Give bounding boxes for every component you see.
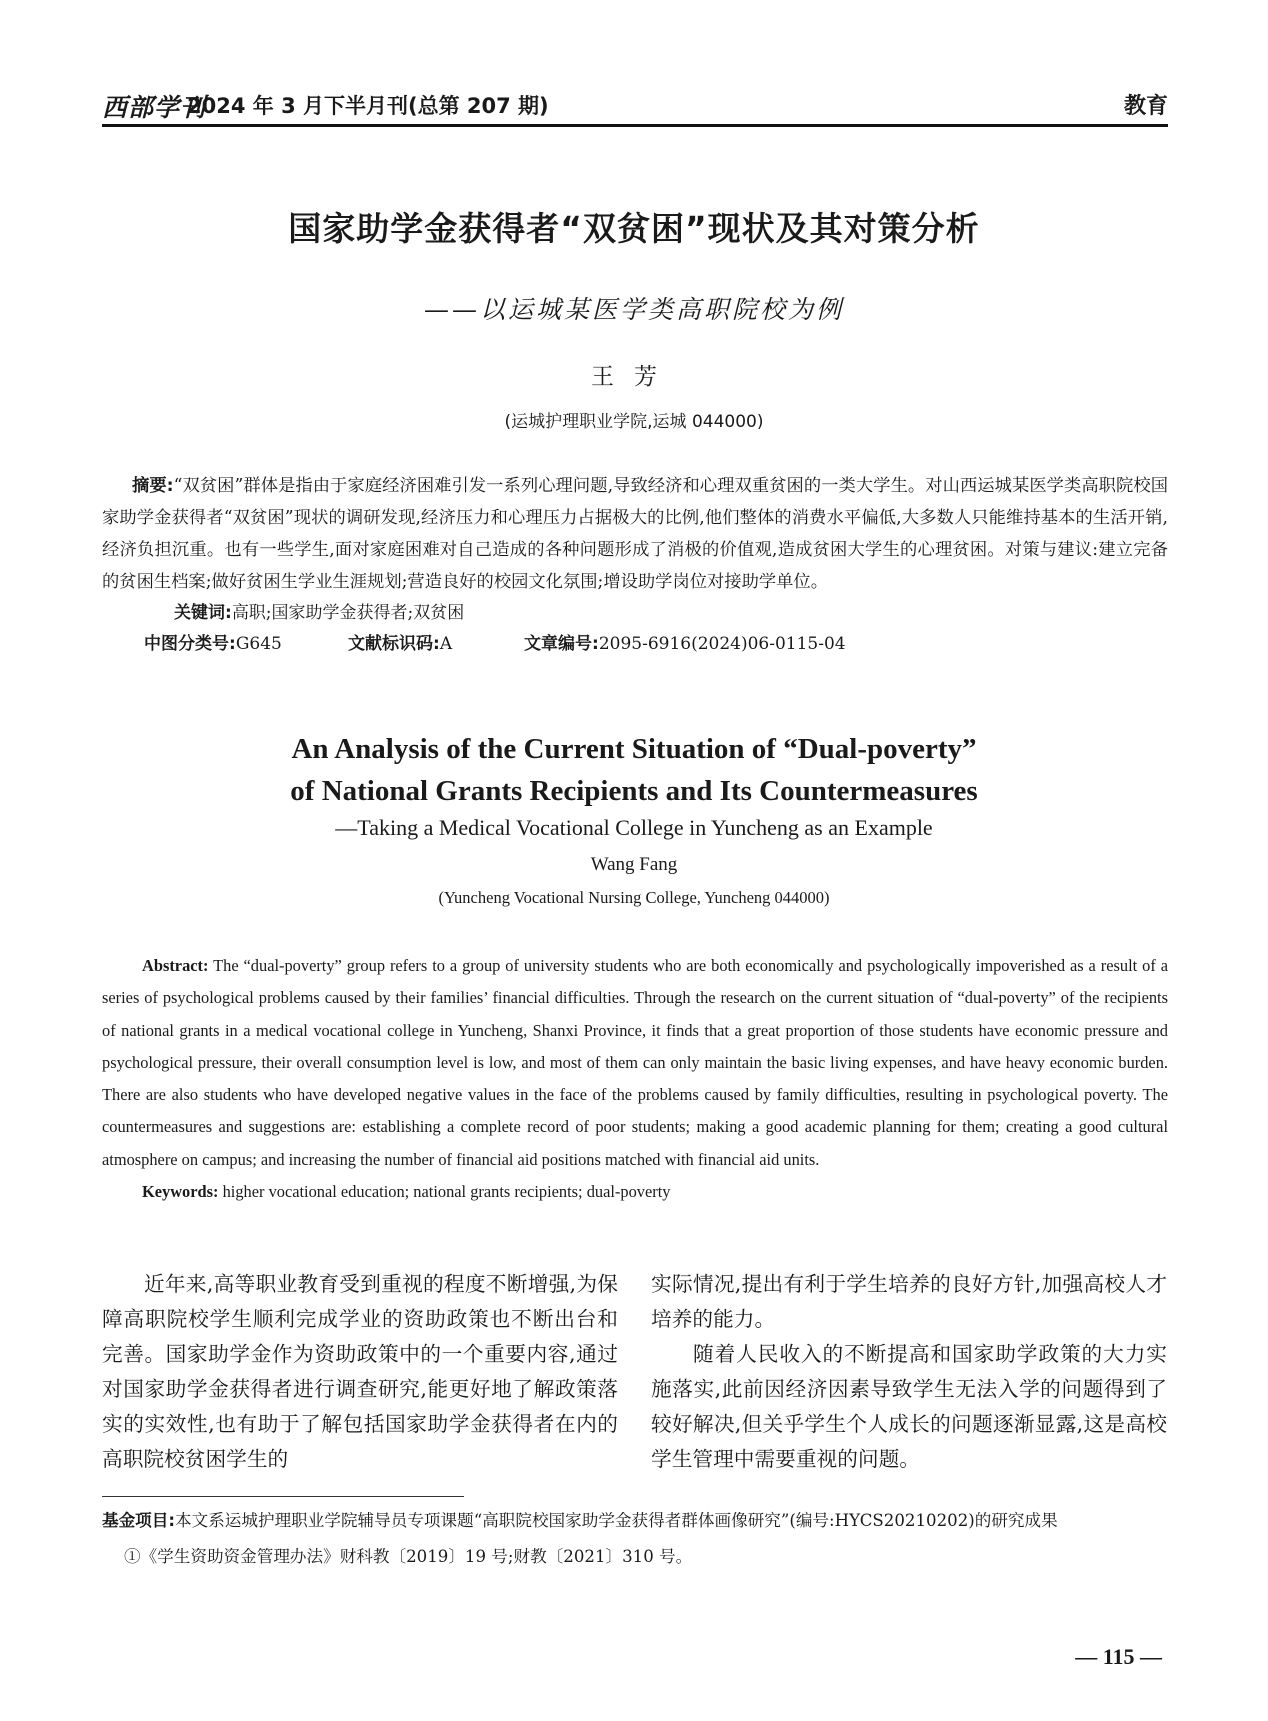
keywords-en-label: Keywords: <box>142 1182 219 1202</box>
doc-label: 文献标识码: <box>348 634 440 654</box>
affiliation-en: (Yuncheng Vocational Nursing College, Yuncheng 044000) <box>438 888 830 907</box>
affiliation-cn: (运城护理职业学院,运城 044000) <box>504 412 764 432</box>
section-name: 教育 <box>1123 94 1168 119</box>
running-header <box>102 88 1168 122</box>
abstract-cn-label: 摘要: <box>132 476 174 496</box>
keywords-cn <box>102 598 1168 629</box>
title-en <box>0 728 1268 812</box>
title-en-line1: An Analysis of the Current Situation of “Dual-poverty” <box>291 733 977 765</box>
author-cn: 王芳 <box>591 364 677 390</box>
keywords-en <box>102 1176 1168 1208</box>
abstract-en-text: The “dual-poverty” group refers to a group of university students who are both economically and psychologically impoverished as a result of a series of psychological problems caused by their families’ financial difficulties. Through the research on the current situation of “dual-poverty” of the recipients of national grants in a medical vocational college in Yuncheng, Shanxi Province, it finds that a great proportion of those students have economic pressure and psychological pressure, their overall consumption level is low, and most of them can only maintain the basic living expenses, and have heavy economic burden. There are also students who have developed negative values in the face of the problems caused by family difficulties, resulting in psychological poverty. The countermeasures and suggestions are: establishing a complete record of poor students; making a good academic planning for them; creating a good cultural atmosphere on campus; and increasing the number of financial aid positions matched with financial aid units. <box>102 956 1168 1169</box>
classification-row <box>102 629 1168 660</box>
body-paragraph: 近年来,高等职业教育受到重视的程度不断增强,为保障高职院校学生顺利完成学业的资助政策也不断出台和完善。国家助学金作为资助政策中的一个重要内容,通过对国家助学金获得者进行调查研究,能更好地了解政策落实的实效性,也有助于了解包括国家助学金获得者在内的高职院校贫困学生的 <box>102 1272 618 1471</box>
article-code <box>524 629 846 660</box>
body-column-left <box>102 1267 618 1477</box>
abstract-cn <box>102 470 1168 598</box>
footnote-1: ①《学生资助资金管理办法》财科教〔2019〕19 号;财教〔2021〕310 号。 <box>124 1547 693 1566</box>
abstract-cn-text: “双贫困”群体是指由于家庭经济困难引发一系列心理问题,导致经济和心理双重贫困的一类大学生。对山西运城某医学类高职院校国家助学金获得者“双贫困”现状的调研发现,经济压力和心理压力占据极大的比例,他们整体的消费水平偏低,大多数人只能维持基本的生活开销,经济负担沉重。也有一些学生,面对家庭困难对自己造成的各种问题形成了消极的价值观,造成贫困大学生的心理贫困。对策与建议:建立完备的贫困生档案;做好贫困生学业生涯规划;营造良好的校园文化氛围;增设助学岗位对接助学单位。 <box>102 476 1168 592</box>
abstract-en-block <box>102 950 1168 1208</box>
footnote-rule <box>102 1496 464 1497</box>
body-paragraph: 随着人民收入的不断提高和国家助学政策的大力实施落实,此前因经济因素导致学生无法入学的问题得到了较好解决,但关乎学生个人成长的问题逐渐显露,这是高校学生管理中需要重视的问题。 <box>651 1342 1167 1471</box>
title-en-line2: of National Grants Recipients and Its Countermeasures <box>290 775 978 807</box>
header-rule <box>102 124 1168 127</box>
abstract-en <box>102 950 1168 1176</box>
fund-note <box>102 1506 1168 1536</box>
clc-value: G645 <box>235 634 282 654</box>
author-en: Wang Fang <box>590 854 678 875</box>
body-paragraph-continued: 实际情况,提出有利于学生培养的良好方针,加强高校人才培养的能力。 <box>651 1272 1167 1331</box>
journal-logo: 西部学刊 <box>102 93 207 122</box>
footnotes <box>102 1506 1168 1572</box>
fund-text: 本文系运城护理职业学院辅导员专项课题“高职院校国家助学金获得者群体画像研究”(编号:HYCS20210202)的研究成果 <box>175 1511 1058 1530</box>
clc-label: 中图分类号: <box>144 634 236 654</box>
journal-issue: 2024 年 3 月下半月刊(总第 207 期) <box>187 94 549 118</box>
abstract-en-label: Abstract: <box>142 956 209 975</box>
article-label: 文章编号: <box>524 634 599 654</box>
article-value: 2095-6916(2024)06-0115-04 <box>598 634 846 654</box>
title-cn: 国家助学金获得者“双贫困”现状及其对策分析 <box>288 209 980 248</box>
keywords-en-text: higher vocational education; national grants recipients; dual-poverty <box>222 1182 671 1202</box>
doc-code <box>348 629 524 660</box>
subtitle-en: —Taking a Medical Vocational College in Yuncheng as an Example <box>335 815 933 840</box>
page-number: — 115 — <box>1075 1644 1162 1669</box>
fund-label: 基金项目: <box>102 1511 176 1530</box>
keywords-cn-text: 高职;国家助学金获得者;双贫困 <box>231 603 465 623</box>
body-column-right <box>651 1267 1167 1477</box>
abstract-cn-block <box>102 470 1168 660</box>
clc-code <box>144 629 348 660</box>
subtitle-cn: ——以运城某医学类高职院校为例 <box>423 295 844 324</box>
keywords-cn-label: 关键词: <box>174 603 232 623</box>
doc-value: A <box>439 634 453 654</box>
